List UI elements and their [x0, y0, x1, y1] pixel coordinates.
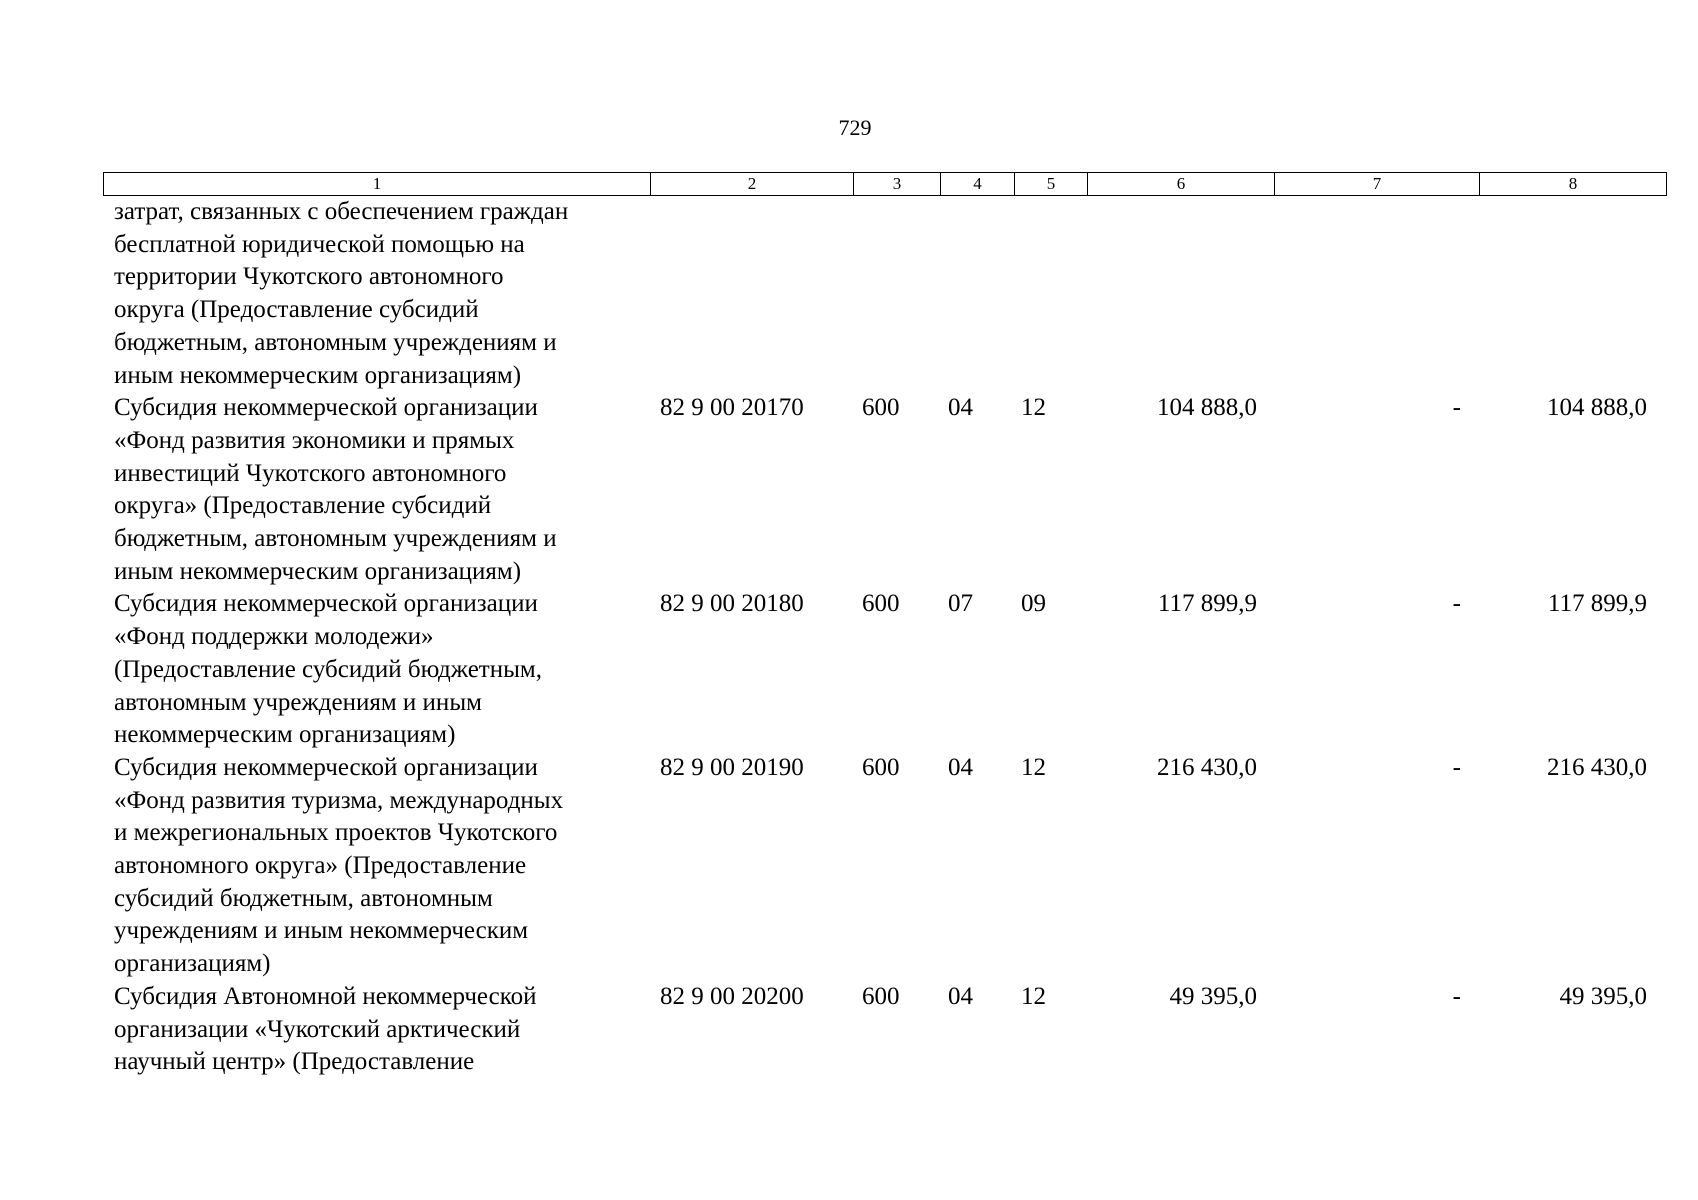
section-cell: 04	[948, 982, 973, 1010]
header-col-2: 2	[651, 173, 854, 196]
subsection-cell: 12	[1021, 394, 1046, 422]
amount-regional-cell: 104 888,0	[1547, 394, 1647, 422]
description-line: субсидий бюджетным, автономным	[114, 884, 493, 912]
description-line: «Фонд развития экономики и прямых	[114, 426, 515, 454]
header-col-7: 7	[1275, 173, 1480, 196]
header-col-1: 1	[104, 173, 651, 196]
description-line: автономного округа» (Предоставление	[114, 852, 527, 880]
section-cell: 04	[948, 394, 973, 422]
description-line: и межрегиональных проектов Чукотского	[114, 819, 558, 847]
description-line: иным некоммерческим организациям)	[114, 557, 522, 585]
description-line: автономным учреждениям и иным	[114, 688, 482, 716]
table-row	[103, 752, 1658, 981]
description-line: Субсидия Автономной некоммерческой	[114, 982, 537, 1010]
description-line: бюджетным, автономным учреждениям и	[114, 328, 557, 356]
description-line: Субсидия некоммерческой организации	[114, 394, 538, 422]
amount-federal-cell: -	[1452, 982, 1461, 1010]
section-cell: 07	[948, 590, 973, 618]
subsection-cell: 09	[1021, 590, 1046, 618]
header-row	[104, 173, 1667, 196]
header-col-3: 3	[854, 173, 941, 196]
header-col-4: 4	[941, 173, 1015, 196]
amount-total-cell: 216 430,0	[1157, 753, 1257, 781]
amount-regional-cell: 49 395,0	[1559, 982, 1647, 1010]
description-line: Субсидия некоммерческой организации	[114, 590, 538, 618]
description-line: округа» (Предоставление субсидий	[114, 492, 492, 520]
description-cell	[103, 752, 649, 981]
amount-federal-cell: -	[1452, 590, 1461, 618]
subsection-cell: 12	[1021, 753, 1046, 781]
description-line: организации «Чукотский арктический	[114, 1015, 521, 1043]
expense-type-cell: 600	[862, 394, 900, 422]
amount-federal-cell	[1268, 196, 1472, 392]
budget-table-body	[103, 196, 1658, 1079]
description-line: организациям)	[114, 950, 271, 978]
amount-total-cell	[1082, 196, 1268, 392]
description-cell	[103, 588, 649, 752]
expense-type-cell: 600	[862, 753, 900, 781]
table-row	[103, 981, 1658, 1079]
page-number: 729	[838, 115, 872, 140]
subsection-cell	[1010, 196, 1082, 392]
expense-type-cell: 600	[862, 590, 900, 618]
amount-regional-cell: 216 430,0	[1547, 753, 1647, 781]
subsection-cell: 12	[1021, 982, 1046, 1010]
description-cell	[103, 392, 649, 588]
budget-code-cell	[649, 196, 851, 392]
description-cell	[103, 196, 649, 392]
header-col-6: 6	[1088, 173, 1275, 196]
amount-federal-cell: -	[1452, 753, 1461, 781]
budget-code-cell: 82 9 00 20180	[660, 590, 804, 618]
description-line: (Предоставление субсидий бюджетным,	[114, 655, 542, 683]
amount-total-cell: 117 899,9	[1157, 590, 1257, 618]
description-line: территории Чукотского автономного	[114, 263, 504, 291]
header-col-8: 8	[1480, 173, 1667, 196]
amount-total-cell: 49 395,0	[1169, 982, 1257, 1010]
section-cell	[937, 196, 1010, 392]
amount-regional-cell: 117 899,9	[1547, 590, 1647, 618]
expense-type-cell	[851, 196, 937, 392]
description-line: Субсидия некоммерческой организации	[114, 753, 538, 781]
budget-code-cell: 82 9 00 20200	[660, 982, 804, 1010]
section-cell: 04	[948, 753, 973, 781]
description-line: учреждениям и иным некоммерческим	[114, 917, 529, 945]
description-line: «Фонд поддержки молодежи»	[114, 623, 434, 651]
description-line: бюджетным, автономным учреждениям и	[114, 525, 557, 553]
amount-federal-cell: -	[1452, 394, 1461, 422]
table-header	[103, 172, 1667, 196]
description-line: бесплатной юридической помощью на	[114, 230, 525, 258]
expense-type-cell: 600	[862, 982, 900, 1010]
budget-code-cell: 82 9 00 20170	[660, 394, 804, 422]
description-line: научный центр» (Предоставление	[114, 1048, 475, 1076]
description-line: инвестиций Чукотского автономного	[114, 459, 507, 487]
description-line: иным некоммерческим организациям)	[114, 361, 522, 389]
table-row	[103, 392, 1658, 588]
description-line: некоммерческим организациям)	[114, 721, 456, 749]
description-line: округа (Предоставление субсидий	[114, 296, 479, 324]
amount-total-cell: 104 888,0	[1157, 394, 1257, 422]
budget-code-cell: 82 9 00 20190	[660, 753, 804, 781]
description-cell	[103, 981, 649, 1079]
amount-regional-cell	[1472, 196, 1658, 392]
description-line: «Фонд развития туризма, международных	[114, 786, 564, 814]
table-row	[103, 588, 1658, 752]
description-line: затрат, связанных с обеспечением граждан	[114, 198, 569, 225]
table-row	[103, 196, 1658, 392]
table-rows	[103, 196, 1658, 1079]
header-col-5: 5	[1015, 173, 1088, 196]
